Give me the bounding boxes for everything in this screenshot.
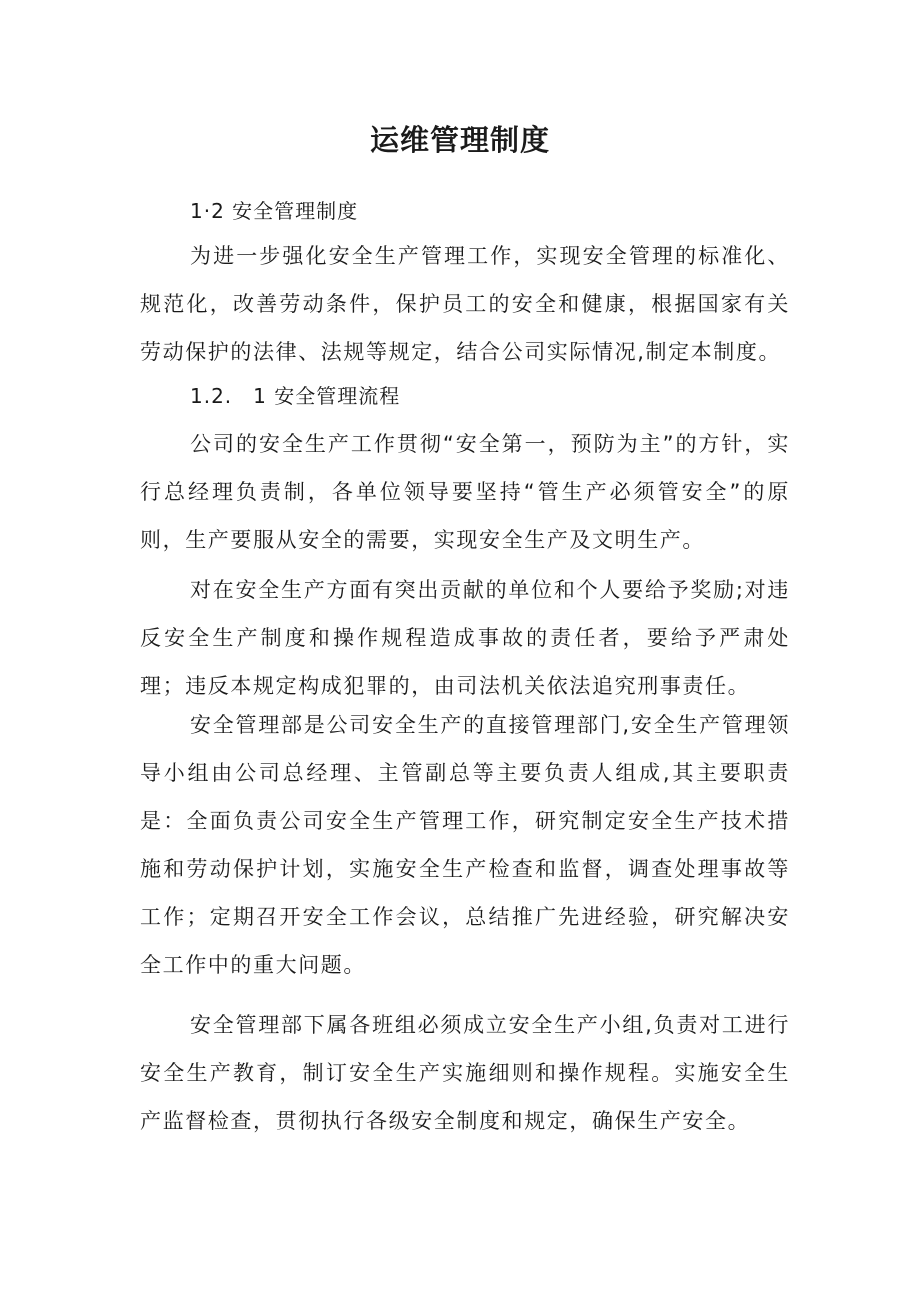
intro-paragraph: 为进一步强化安全生产管理工作，实现安全管理的标准化、规范化，改善劳动条件，保护员工的安全和健康，根据国家有关劳动保护的法律、法规等规定，结合公司实际情况,制定本制度。 (140, 244, 790, 364)
paragraph-principle: 公司的安全生产工作贯彻“安全第一，预防为主”的方针，实行总经理负责制，各单位领导要坚持“管生产必须管安全”的原则，生产要服从安全的需要，实现安全生产及文明生产。 (140, 432, 790, 552)
paragraph-management-duties: 安全管理部是公司安全生产的直接管理部门,安全生产管理领导小组由公司总经理、主管副总等主要负责人组成,其主要职责是：全面负责公司安全生产管理工作，研究制定安全生产技术措施和劳动保护计划，实施安全生产检查和监督，调查处理事故等工作；定期召开安全工作会议，总结推广先进经验，研究解决安全工作中的重大问题。 (140, 713, 790, 977)
paragraph-team-duties: 安全管理部下属各班组必须成立安全生产小组,负责对工进行安全生产教育，制订安全生产实施细则和操作规程。实施安全生产监督检查，贯彻执行各级安全制度和规定，确保生产安全。 (140, 1013, 790, 1133)
section-heading: 1·2 安全管理制度 (190, 199, 359, 223)
subsection-heading: 1.2. 1 安全管理流程 (190, 384, 401, 408)
document-title: 运维管理制度 (369, 123, 550, 157)
paragraph-rewards-penalties: 对在安全生产方面有突出贡献的单位和个人要给予奖励;对违反安全生产制度和操作规程造成事故的责任者，要给予严肃处理；违反本规定构成犯罪的，由司法机关依法追究刑事责任。 (140, 578, 790, 698)
